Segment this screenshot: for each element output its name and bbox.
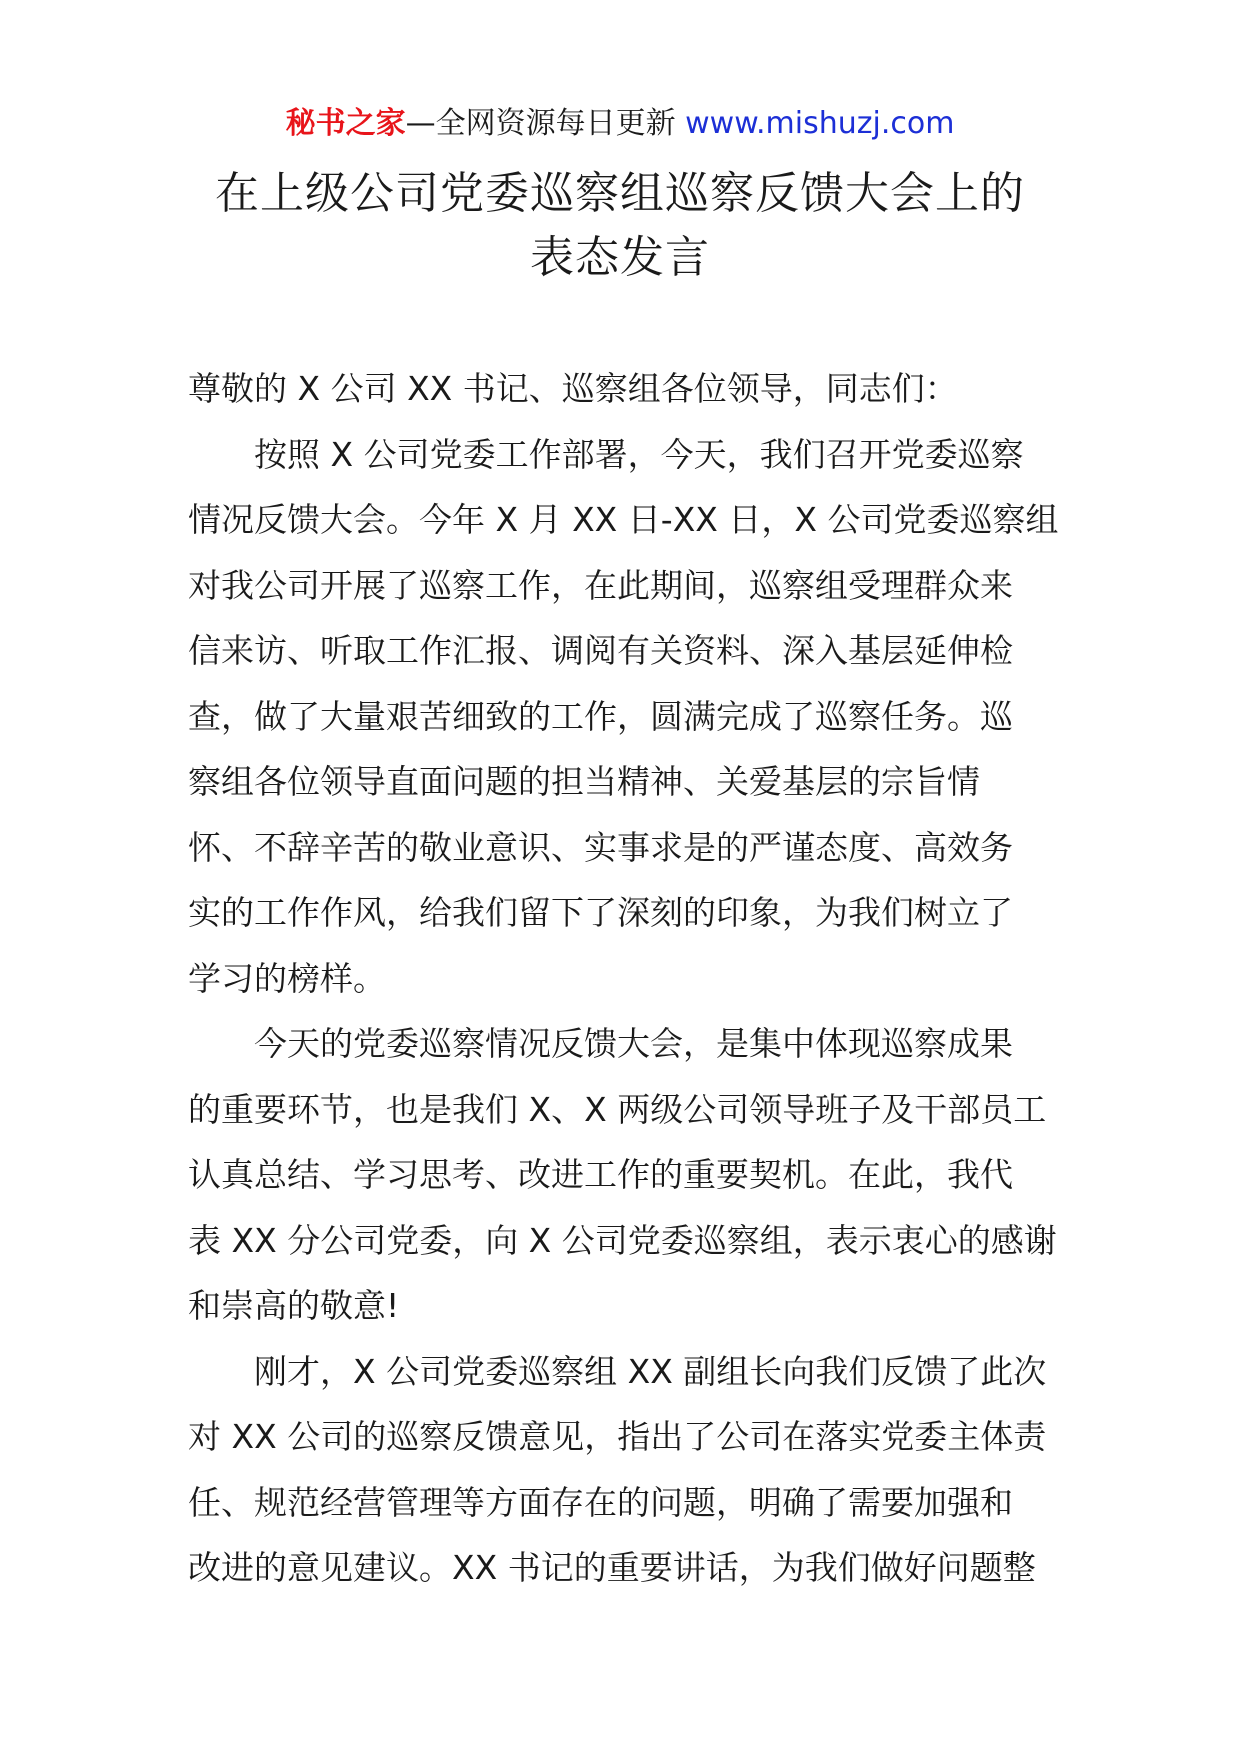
- body-line: 怀、不辞辛苦的敬业意识、实事求是的严谨态度、高效务: [188, 827, 1013, 867]
- body-line: 察组各位领导直面问题的担当精神、关爱基层的宗旨情: [188, 762, 980, 801]
- document-body: [188, 356, 1058, 1601]
- body-line: 学习的榜样。: [188, 958, 386, 998]
- body-line: 情况反馈大会。今年 X 月 XX 日-XX 日，X 公司党委巡察组: [188, 500, 1058, 539]
- body-line: 按照 X 公司党委工作部署，今天，我们召开党委巡察: [254, 434, 1024, 474]
- body-line: 查，做了大量艰苦细致的工作，圆满完成了巡察任务。巡: [188, 696, 1013, 736]
- body-line: 对 XX 公司的巡察反馈意见，指出了公司在落实党委主体责: [188, 1417, 1047, 1456]
- body-line: 和崇高的敬意!: [188, 1286, 400, 1325]
- salutation: 尊敬的 X 公司 XX 书记、巡察组各位领导，同志们：: [188, 369, 958, 408]
- body-line: 的重要环节，也是我们 X、X 两级公司领导班子及干部员工: [188, 1089, 1047, 1129]
- document-title: [190, 162, 1050, 290]
- body-line: 信来访、听取工作汇报、调阅有关资料、深入基层延伸检: [188, 631, 1013, 670]
- banner-tagline: —全网资源每日更新: [405, 106, 676, 141]
- brand-name: 秘书之家: [285, 106, 406, 141]
- title-line: 表态发言: [530, 232, 710, 283]
- site-banner: [0, 104, 1240, 144]
- body-line: 实的工作作风，给我们留下了深刻的印象，为我们树立了: [188, 893, 1013, 932]
- body-line: 刚才，X 公司党委巡察组 XX 副组长向我们反馈了此次: [254, 1351, 1047, 1391]
- body-line: 认真总结、学习思考、改进工作的重要契机。在此，我代: [188, 1155, 1013, 1194]
- body-line: 今天的党委巡察情况反馈大会，是集中体现巡察成果: [254, 1024, 1013, 1063]
- body-line: 任、规范经营管理等方面存在的问题，明确了需要加强和: [188, 1482, 1013, 1522]
- site-url-link[interactable]: www.mishuzj.com: [685, 106, 955, 141]
- body-line: 改进的意见建议。XX 书记的重要讲话，为我们做好问题整: [188, 1548, 1036, 1587]
- body-line: 对我公司开展了巡察工作，在此期间，巡察组受理群众来: [188, 565, 1013, 605]
- title-line: 在上级公司党委巡察组巡察反馈大会上的: [215, 168, 1025, 219]
- body-line: 表 XX 分公司党委，向 X 公司党委巡察组，表示衷心的感谢: [188, 1220, 1057, 1260]
